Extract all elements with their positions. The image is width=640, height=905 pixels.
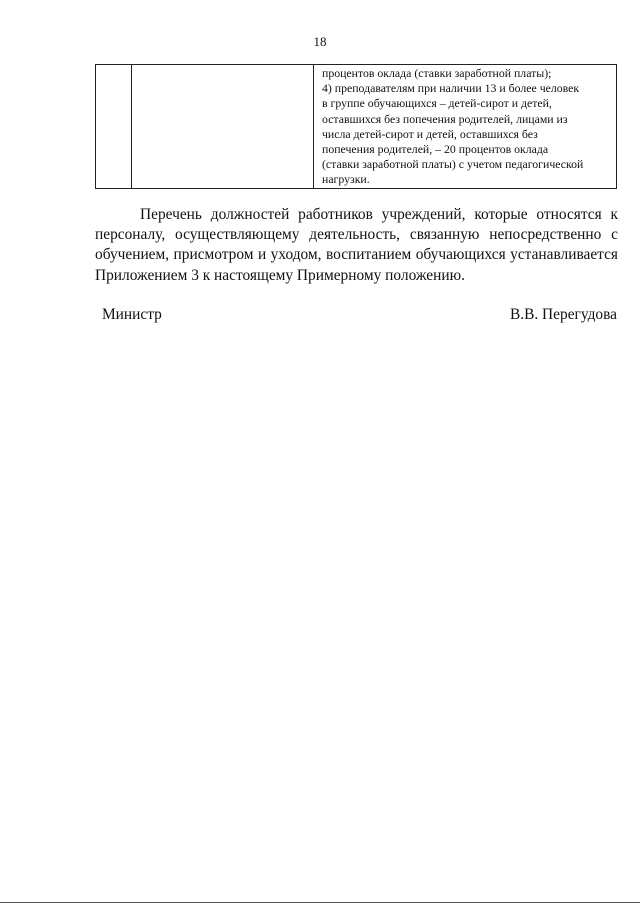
paragraph-line: обучением, присмотром и уходом, воспитанием обучающихся устанавливается <box>95 246 618 264</box>
body-paragraph <box>95 205 618 286</box>
cell-text-line: числа детей-сирот и детей, оставшихся без <box>322 126 538 141</box>
signature-block <box>102 306 617 328</box>
cell-text-line: (ставки заработной платы) с учетом педагогической <box>322 157 584 172</box>
table-cell-col3 <box>314 65 617 189</box>
table-cell-col1 <box>96 65 132 189</box>
page-number: 18 <box>313 34 327 49</box>
cell-text-line: процентов оклада (ставки заработной платы); <box>322 66 552 80</box>
cell-text-line: 4) преподавателям при наличии 13 и более человек <box>322 81 580 96</box>
bottom-rule <box>0 902 640 903</box>
signatory-name: В.В. Перегудова <box>509 306 617 323</box>
cell-text-line: оставшихся без попечения родителей, лицами из <box>322 111 568 126</box>
continued-table <box>95 64 617 189</box>
cell-text-line: нагрузки. <box>322 172 370 187</box>
cell-text-line: в группе обучающихся – детей-сирот и детей, <box>322 96 552 111</box>
paragraph-line: Перечень должностей работников учреждений, которые относятся к <box>140 206 618 223</box>
cell-text-line: попечения родителей, – 20 процентов оклада <box>322 142 549 157</box>
table-cell-col2 <box>132 65 314 189</box>
signatory-title: Министр <box>102 306 162 323</box>
paragraph-line: Приложением 3 к настоящему Примерному положению. <box>95 266 465 284</box>
table-row <box>96 65 617 189</box>
paragraph-line: персоналу, осуществляющему деятельность, связанную непосредственно с <box>95 226 618 244</box>
